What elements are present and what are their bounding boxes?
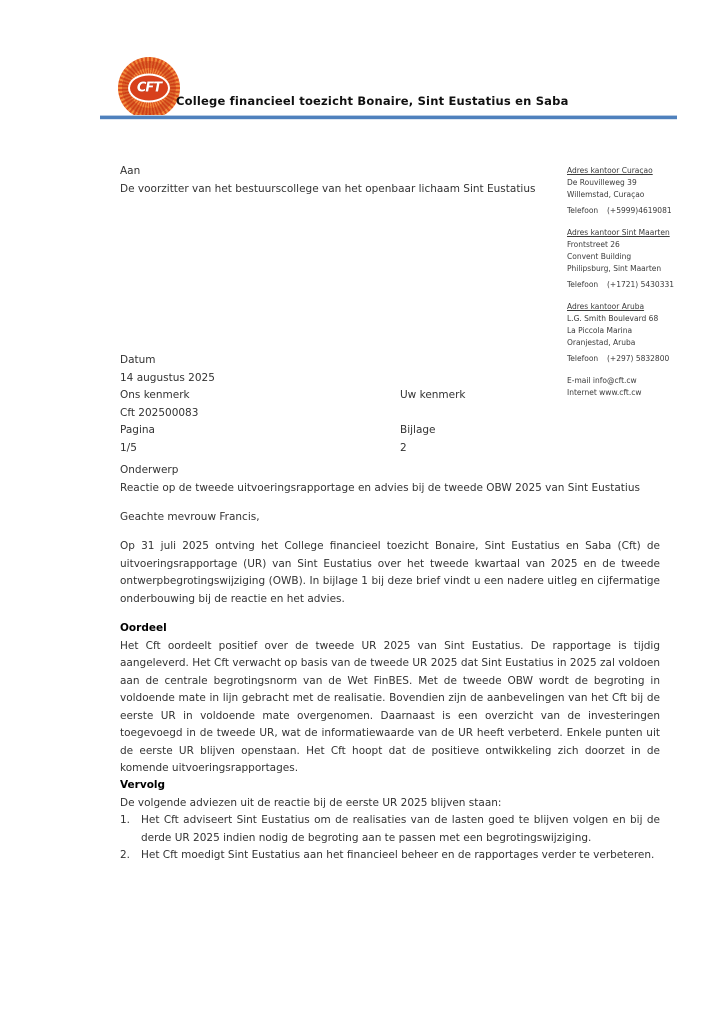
advice-list [120, 812, 660, 865]
recipient-line: De voorzitter van het bestuurscollege van het openbaar lichaam Sint Eustatius [120, 182, 536, 195]
salutation-text: Geachte mevrouw Francis, [120, 511, 260, 523]
office-address-line: L.G. Smith Boulevard 68 [567, 314, 659, 323]
office-address-line: Frontstreet 26 [567, 240, 620, 249]
phone-label: Telefoon [567, 206, 599, 215]
phone-label: Telefoon [567, 354, 599, 363]
cft-logo-text: CFT [136, 80, 162, 96]
pagina-label: Pagina [120, 424, 155, 436]
list-item-text: Het Cft adviseert Sint Eustatius om de realisaties van de lasten goed te blijven volgen en bij de derde UR 2025 indien nodig de begroting aan te passen met een begrotingswijziging. [141, 814, 660, 844]
office-address-line: Oranjestad, Aruba [567, 338, 636, 347]
phone-number: (+1721) 5430331 [607, 280, 675, 289]
oordeel-heading: Oordeel [120, 622, 167, 634]
subject-label: Onderwerp [120, 464, 179, 476]
bijlage-value: 2 [400, 441, 407, 454]
uw-kenmerk-label: Uw kenmerk [400, 389, 466, 401]
list-item [120, 812, 660, 847]
organization-title: College financieel toezicht Bonaire, Sint Eustatius en Saba [176, 94, 569, 108]
office-address-line: Philipsburg, Sint Maarten [567, 264, 662, 273]
office-phone [567, 279, 717, 291]
meta-grid [120, 352, 660, 457]
ons-kenmerk-value: Cft 202500083 [120, 406, 199, 419]
datum-label: Datum [120, 354, 156, 366]
header-divider [100, 116, 677, 119]
office-address-line: Willemstad, Curaçao [567, 190, 645, 199]
internet-value: www.cft.cw [599, 388, 642, 397]
list-item-text: Het Cft moedigt Sint Eustatius aan het financieel beheer en de rapportages verder te verbeteren. [141, 849, 655, 861]
list-item [120, 847, 660, 865]
vervolg-section [120, 777, 660, 865]
recipient-block [120, 163, 660, 198]
list-item-number: 2. [120, 849, 131, 861]
office-address-line: La Piccola Marina [567, 326, 633, 335]
pagina-value: 1/5 [120, 441, 137, 454]
office-address-line: Convent Building [567, 252, 632, 261]
office-sint-maarten [567, 227, 717, 291]
phone-number: (+297) 5832800 [607, 354, 670, 363]
office-label: Adres kantoor Sint Maarten [567, 228, 670, 237]
list-item-number: 1. [120, 814, 131, 826]
office-label: Adres kantoor Curaçao [567, 166, 653, 175]
ons-kenmerk-label: Ons kenmerk [120, 389, 190, 401]
phone-number: (+5999)4619081 [607, 206, 672, 215]
datum-value: 14 augustus 2025 [120, 371, 215, 384]
meta-block [120, 352, 660, 457]
email-label: E-mail [567, 376, 591, 385]
internet-label: Internet [567, 388, 597, 397]
oordeel-section [120, 620, 660, 778]
cft-seal-center [128, 74, 170, 103]
vervolg-intro: De volgende adviezen uit de reactie bij de eerste UR 2025 blijven staan: [120, 796, 502, 809]
intro-paragraph [120, 538, 660, 608]
bijlage-label: Bijlage [400, 424, 436, 436]
email-value: info@cft.cw [592, 376, 637, 385]
vervolg-heading: Vervolg [120, 779, 166, 791]
oordeel-text: Het Cft oordeelt positief over de tweede UR 2025 van Sint Eustatius. De rapportage is tijdig aangeleverd. Het Cft verwacht op basis van de tweede UR 2025 dat Sint Eustatius in 2025 zal voldoen aan de centrale begrotingsnorm van de Wet FinBES. Met de tweede OBW wordt de begroting in voldoende mate in lijn gebracht met de realisatie. Bovendien zijn de aanbevelingen van het Cft bij de eerste UR in voldoende mate overgenomen. Daarnaast is een overzicht van de investeringen toegevoegd in de tweede UR, wat de informatiewaarde van de UR heeft verbeterd. Enkele punten uit de eerste UR blijven openstaan. Het Cft hoopt dat de positieve ontwikkeling zich doorzet in de komende uitvoeringsrapportages. [120, 639, 660, 774]
office-phone [567, 205, 717, 217]
cft-seal-logo-icon [118, 57, 180, 119]
subject-text: Reactie op de tweede uitvoeringsrapportage en advies bij de tweede OBW 2025 van Sint Eustatius [120, 481, 640, 494]
subject-block [120, 462, 660, 497]
salutation [120, 509, 660, 527]
office-label: Adres kantoor Aruba [567, 302, 645, 311]
office-address-line: De Rouvilleweg 39 [567, 178, 637, 187]
intro-text: Op 31 juli 2025 ontving het College financieel toezicht Bonaire, Sint Eustatius en Saba (Cft) de uitvoeringsrapportage (UR) van Sint Eustatius over het tweede kwartaal van 2025 en de tweede ontwerpbegrotingswijziging (OWB). In bijlage 1 bij deze brief vindt u een nadere uitleg en cijfermatige onderbouwing bij de reactie en het advies. [120, 540, 660, 605]
phone-label: Telefoon [567, 280, 599, 289]
recipient-label: Aan [120, 165, 141, 177]
